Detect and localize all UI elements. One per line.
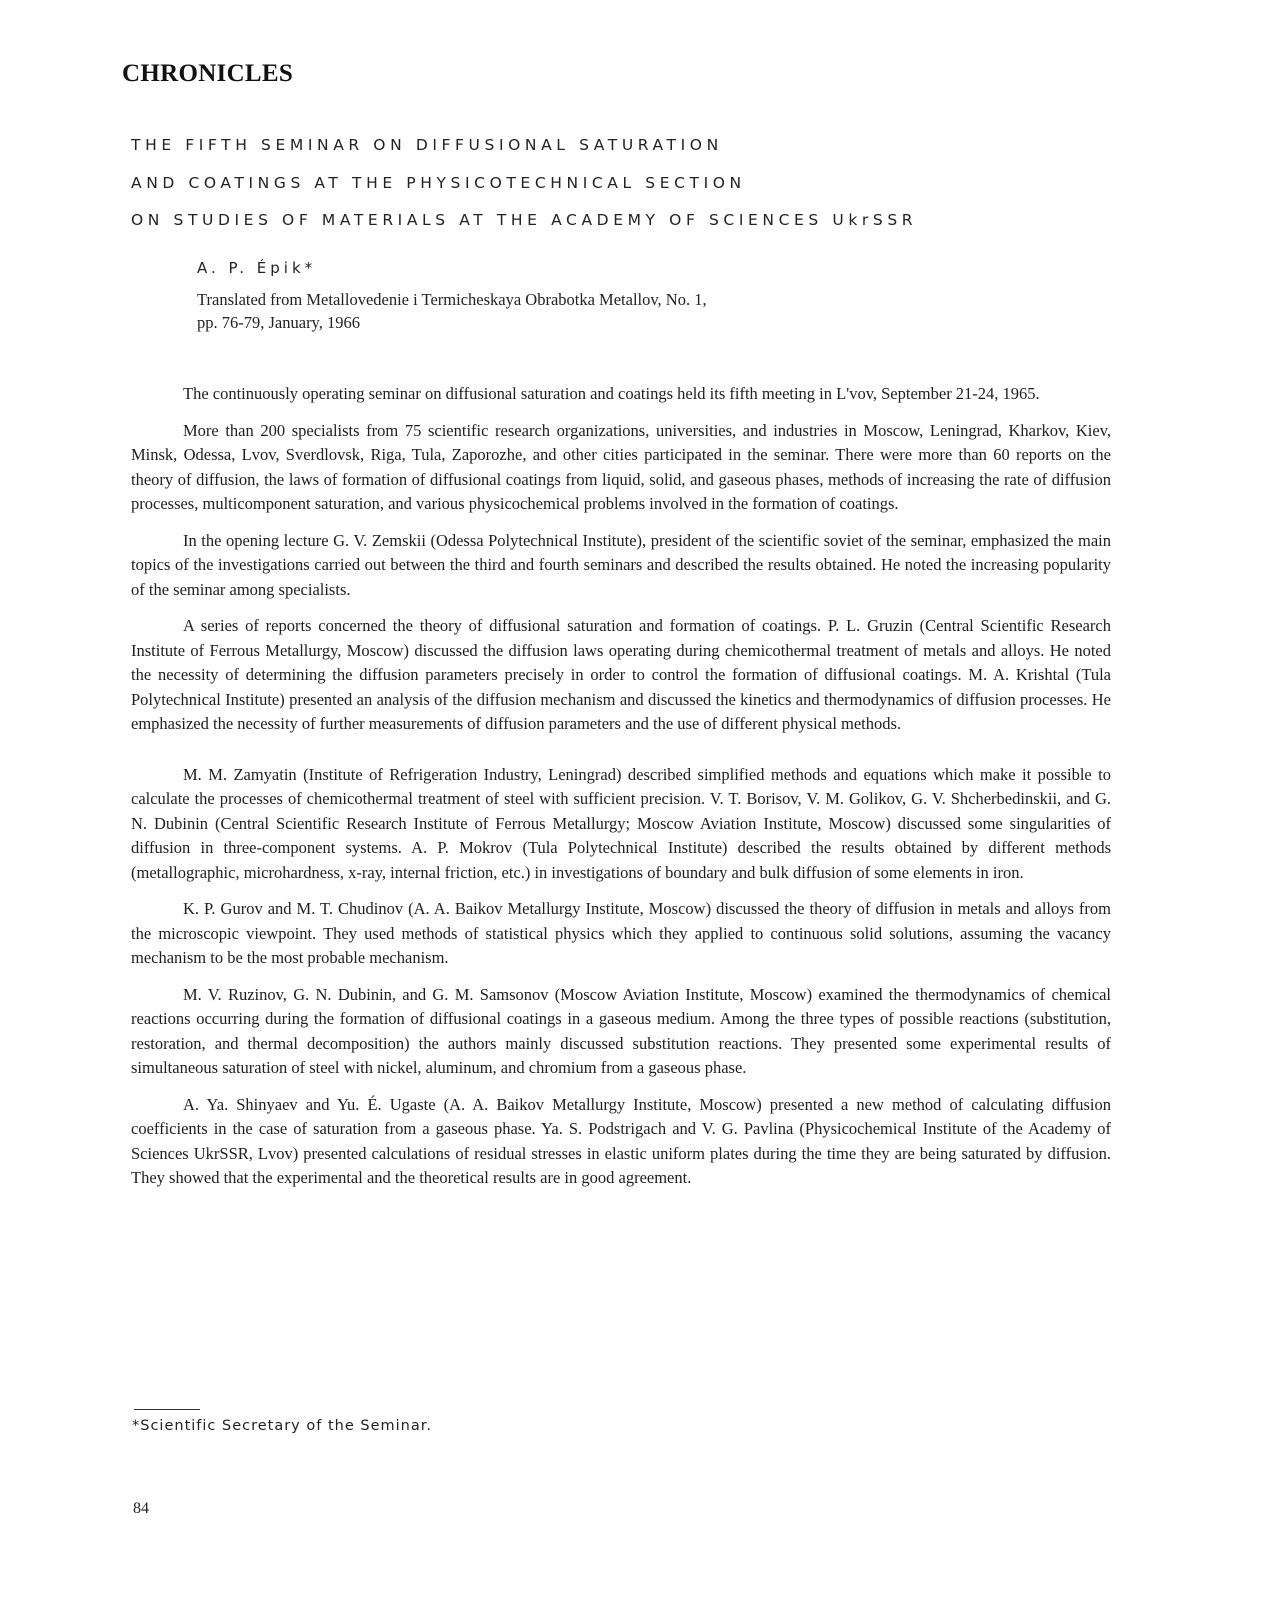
paragraph: A series of reports concerned the theory of diffusional saturation and formation of coatings. P. L. Gruzin (Central Scientific Research Institute of Ferrous Metallurgy, Moscow) discussed the diffusion laws operating during chemicothermal treatment of metals and alloys. He noted the necessity of determining the diffusion parameters precisely in order to control the formation of diffusional coatings. M. A. Krishtal (Tula Polytechnical Institute) presented an analysis of the diffusion mechanism and discussed the kinetics and thermodynamics of diffusion processes. He emphasized the necessity of further measurements of diffusion parameters and the use of different physical methods.: [131, 616, 1111, 733]
section-heading: CHRONICLES: [122, 60, 294, 87]
translation-source: [197, 288, 1097, 334]
article-title: [131, 135, 1171, 248]
title-line: THE FIFTH SEMINAR ON DIFFUSIONAL SATURATION: [131, 136, 723, 154]
footnote-divider: [134, 1409, 200, 1410]
article-body: [131, 382, 1111, 1203]
footnote: *Scientific Secretary of the Seminar.: [132, 1418, 432, 1434]
paragraph: More than 200 specialists from 75 scientific research organizations, universities, and industries in Moscow, Leningrad, Kharkov, Kiev, Minsk, Odessa, Lvov, Sverdlovsk, Riga, Tula, Zaporozhe, and other cities participated in the seminar. There were more than 60 reports on the theory of diffusion, the laws of formation of diffusional coatings from liquid, solid, and gaseous phases, methods of increasing the rate of diffusion processes, multicomponent saturation, and various physicochemical problems involved in the formation of coatings.: [131, 420, 1111, 513]
source-line: pp. 76-79, January, 1966: [197, 313, 360, 332]
paragraph: The continuously operating seminar on diffusional saturation and coatings held its fifth meeting in L'vov, September 21-24, 1965.: [183, 384, 1040, 403]
paragraph: M. V. Ruzinov, G. N. Dubinin, and G. M. Samsonov (Moscow Aviation Institute, Moscow) examined the thermodynamics of chemical reactions occurring during the formation of diffusional coatings in a gaseous medium. Among the three types of possible reactions (substitution, restoration, and thermal decomposition) the authors mainly discussed substitution reactions. They presented some experimental results of simultaneous saturation of steel with nickel, aluminum, and chromium from a gaseous phase.: [131, 984, 1111, 1077]
page-number: 84: [133, 1500, 149, 1517]
title-line: ON STUDIES OF MATERIALS AT THE ACADEMY OF SCIENCES UkrSSR: [131, 211, 918, 229]
title-line: AND COATINGS AT THE PHYSICOTECHNICAL SECTION: [131, 173, 746, 192]
paragraph: M. M. Zamyatin (Institute of Refrigeration Industry, Leningrad) described simplified methods and equations which make it possible to calculate the processes of chemicothermal treatment of steel with sufficient precision. V. T. Borisov, V. M. Golikov, G. V. Shcherbedinskii, and G. N. Dubinin (Central Scientific Research Institute of Ferrous Metallurgy; Moscow Aviation Institute, Moscow) discussed some singularities of diffusion in three-component systems. A. P. Mokrov (Tula Polytechnical Institute) described the results obtained by different methods (metallographic, microhardness, x-ray, internal friction, etc.) in investigations of boundary and bulk diffusion of some elements in iron.: [131, 764, 1111, 882]
paragraph: K. P. Gurov and M. T. Chudinov (A. A. Baikov Metallurgy Institute, Moscow) discussed the theory of diffusion in metals and alloys from the microscopic viewpoint. They used methods of statistical physics which they applied to continuous solid solutions, assuming the vacancy mechanism to be the most probable mechanism.: [131, 899, 1111, 967]
byline: [197, 258, 1097, 334]
paragraph: A. Ya. Shinyaev and Yu. É. Ugaste (A. A. Baikov Metallurgy Institute, Moscow) presented a new method of calculating diffusion coefficients in the case of saturation from a gaseous phase. Ya. S. Podstrigach and V. G. Pavlina (Physicochemical Institute of the Academy of Sciences UkrSSR, Lvov) presented calculations of residual stresses in elastic uniform plates during the time they are being saturated by diffusion. They showed that the experimental and the theoretical results are in good agreement.: [131, 1094, 1111, 1187]
author: A. P. Épik*: [197, 259, 317, 277]
source-line: Translated from Metallovedenie i Termicheskaya Obrabotka Metallov, No. 1,: [197, 290, 707, 309]
paragraph: In the opening lecture G. V. Zemskii (Odessa Polytechnical Institute), president of the scientific soviet of the seminar, emphasized the main topics of the investigations carried out between the third and fourth seminars and described the results obtained. He noted the increasing popularity of the seminar among specialists.: [131, 530, 1111, 599]
